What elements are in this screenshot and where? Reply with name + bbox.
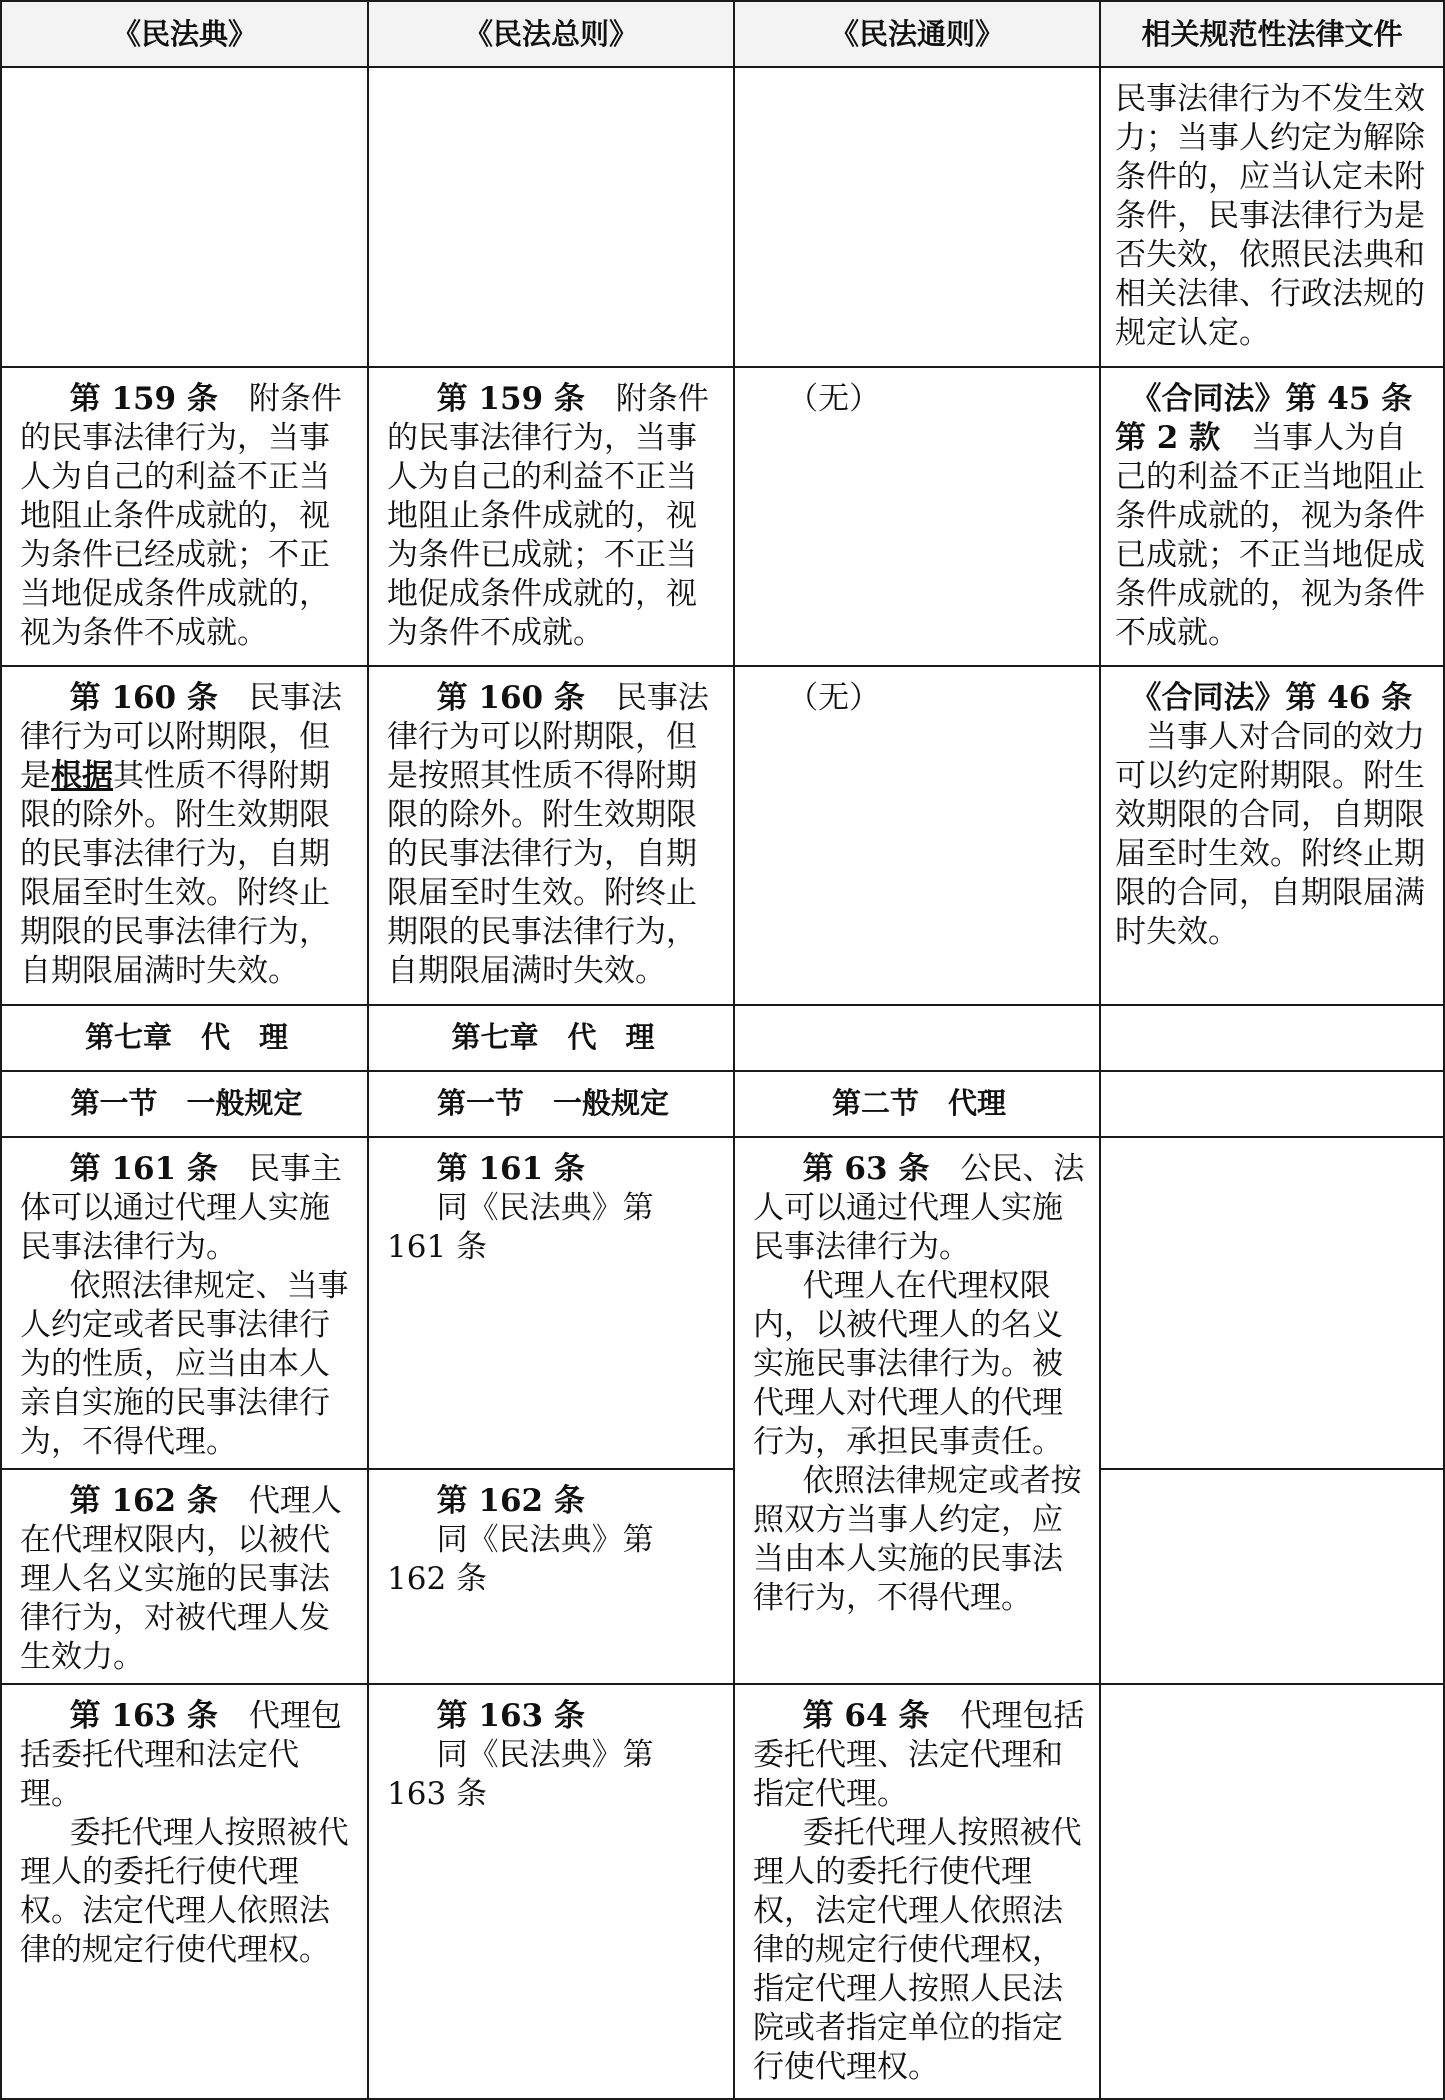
cell-empty (734, 67, 1100, 367)
table-row-article-163 (1, 1684, 1444, 2099)
section-heading: 第二节 代理 (734, 1071, 1100, 1137)
header-general-principles: 《民法通则》 (734, 1, 1100, 67)
article-paragraph-2: 委托代理人按照被代理人的委托行使代理权，法定代理人依照法律的规定行使代理权，指定代理人按照人民法院或者指定单位的指定行使代理权。 (753, 1815, 1082, 2085)
none-text: （无） (787, 680, 881, 716)
cell-civil-code-161 (1, 1137, 368, 1469)
article-text: 附条件的民事法律行为，当事人为自己的利益不正当地阻止条件成就的，视为条件已成就；不正当地促成条件成就的，视为条件不成就。 (387, 381, 709, 651)
table-row-chapter (1, 1005, 1444, 1071)
article-number: 第 162 条 (436, 1483, 585, 1519)
cell-related-160 (1100, 666, 1444, 1005)
cell-general-provisions-162 (368, 1469, 734, 1684)
cell-empty (1, 67, 368, 367)
none-text: （无） (787, 381, 881, 417)
table-row-article-160 (1, 666, 1444, 1005)
article-number: 第 163 条 (69, 1698, 218, 1734)
reference-title: 《合同法》第 45 条第 2 款 (1115, 381, 1413, 456)
cell-general-provisions-159 (368, 367, 734, 666)
cell-general-principles-63 (734, 1137, 1100, 1684)
article-paragraph-2: 依照法律规定、当事人约定或者民事法律行为的性质，应当由本人亲自实施的民事法律行为，不得代理。 (20, 1268, 349, 1460)
table-row-article-159 (1, 367, 1444, 666)
article-paragraph-2: 代理人在代理权限内，以被代理人的名义实施民事法律行为。被代理人对代理人的代理行为，承担民事责任。 (753, 1268, 1063, 1460)
article-paragraph-1: 民事主体可以通过代理人实施民事法律行为。 (20, 1151, 342, 1265)
cell-general-principles-64 (734, 1684, 1100, 2099)
cell-general-principles-159 (734, 367, 1100, 666)
table-header-row (1, 1, 1444, 67)
header-general-provisions: 《民法总则》 (368, 1, 734, 67)
article-text: 附条件的民事法律行为，当事人为自己的利益不正当地阻止条件成就的，视为条件已经成就；不正当地促成条件成就的，视为条件不成就。 (20, 381, 342, 651)
chapter-heading: 第七章 代 理 (1, 1005, 368, 1071)
cell-empty (368, 67, 734, 367)
article-paragraph-1: 公民、法人可以通过代理人实施民事法律行为。 (753, 1151, 1085, 1265)
cell-civil-code-159 (1, 367, 368, 666)
section-heading: 第一节 一般规定 (1, 1071, 368, 1137)
article-number: 第 162 条 (69, 1483, 218, 1519)
article-text: 民事法律行为可以附期限，但是按照其性质不得附期限的除外。附生效期限的民事法律行为，自期限届至时生效。附终止期限的民事法律行为，自期限届满时失效。 (387, 680, 709, 989)
cell-empty (1100, 1005, 1444, 1071)
table-row-article-161 (1, 1137, 1444, 1469)
article-number: 第 161 条 (436, 1151, 585, 1187)
cell-related-159 (1100, 367, 1444, 666)
section-heading: 第一节 一般规定 (368, 1071, 734, 1137)
article-text-part-a: 民事法律行为可以附期限，但是 (20, 680, 342, 794)
article-paragraph-1: 代理包括委托代理和法定代理。 (20, 1698, 342, 1812)
cell-empty (734, 1005, 1100, 1071)
header-civil-code: 《民法典》 (1, 1, 368, 67)
article-number: 第 160 条 (436, 680, 585, 716)
reference-title: 《合同法》第 46 条 (1130, 680, 1413, 716)
article-text-part-b: 其性质不得附期限的除外。附生效期限的民事法律行为，自期限届至时生效。附终止期限的民事法律行为，自期限届满时失效。 (20, 758, 330, 989)
cell-civil-code-162 (1, 1469, 368, 1684)
reference-text: 当事人为自己的利益不正当地阻止条件成就的，视为条件已成就；不正当地促成条件成就的，视为条件不成就。 (1115, 420, 1425, 651)
article-number: 第 163 条 (436, 1698, 585, 1734)
same-as-text: 同《民法典》第 163 条 (387, 1737, 654, 1812)
article-number: 第 159 条 (436, 381, 585, 417)
chapter-heading: 第七章 代 理 (368, 1005, 734, 1071)
cell-general-provisions-161 (368, 1137, 734, 1469)
cell-civil-code-163 (1, 1684, 368, 2099)
continued-text: 民事法律行为不发生效力；当事人约定为解除条件的，应当认定未附条件，民事法律行为是否失效，依照民法典和相关法律、行政法规的规定认定。 (1115, 81, 1425, 351)
table-row-section (1, 1071, 1444, 1137)
cell-general-principles-160 (734, 666, 1100, 1005)
same-as-text: 同《民法典》第 162 条 (387, 1522, 654, 1597)
cell-continued-text (1100, 67, 1444, 367)
table-row-article-162 (1, 1469, 1444, 1684)
article-number: 第 63 条 (802, 1151, 930, 1187)
cell-general-provisions-163 (368, 1684, 734, 2099)
table-row-continued (1, 67, 1444, 367)
header-related-documents: 相关规范性法律文件 (1100, 1, 1444, 67)
article-text: 代理人在代理权限内，以被代理人名义实施的民事法律行为，对被代理人发生效力。 (20, 1483, 342, 1675)
reference-text: 当事人对合同的效力可以约定附期限。附生效期限的合同，自期限届至时生效。附终止期限的合同，自期限届满时失效。 (1115, 719, 1425, 950)
same-as-text: 同《民法典》第 161 条 (387, 1190, 654, 1265)
article-paragraph-2: 委托代理人按照被代理人的委托行使代理权。法定代理人依照法律的规定行使代理权。 (20, 1815, 349, 1968)
article-paragraph-1: 代理包括委托代理、法定代理和指定代理。 (753, 1698, 1085, 1812)
cell-empty (1100, 1684, 1444, 2099)
cell-general-provisions-160 (368, 666, 734, 1005)
article-paragraph-3: 依照法律规定或者按照双方当事人约定，应当由本人实施的民事法律行为，不得代理。 (753, 1463, 1082, 1616)
cell-empty (1100, 1137, 1444, 1469)
cell-civil-code-160 (1, 666, 368, 1005)
article-number: 第 64 条 (802, 1698, 930, 1734)
article-number: 第 161 条 (69, 1151, 218, 1187)
cell-empty (1100, 1071, 1444, 1137)
cell-empty (1100, 1469, 1444, 1684)
article-number: 第 160 条 (69, 680, 218, 716)
article-number: 第 159 条 (69, 381, 218, 417)
article-text-underlined: 根据 (51, 758, 113, 794)
